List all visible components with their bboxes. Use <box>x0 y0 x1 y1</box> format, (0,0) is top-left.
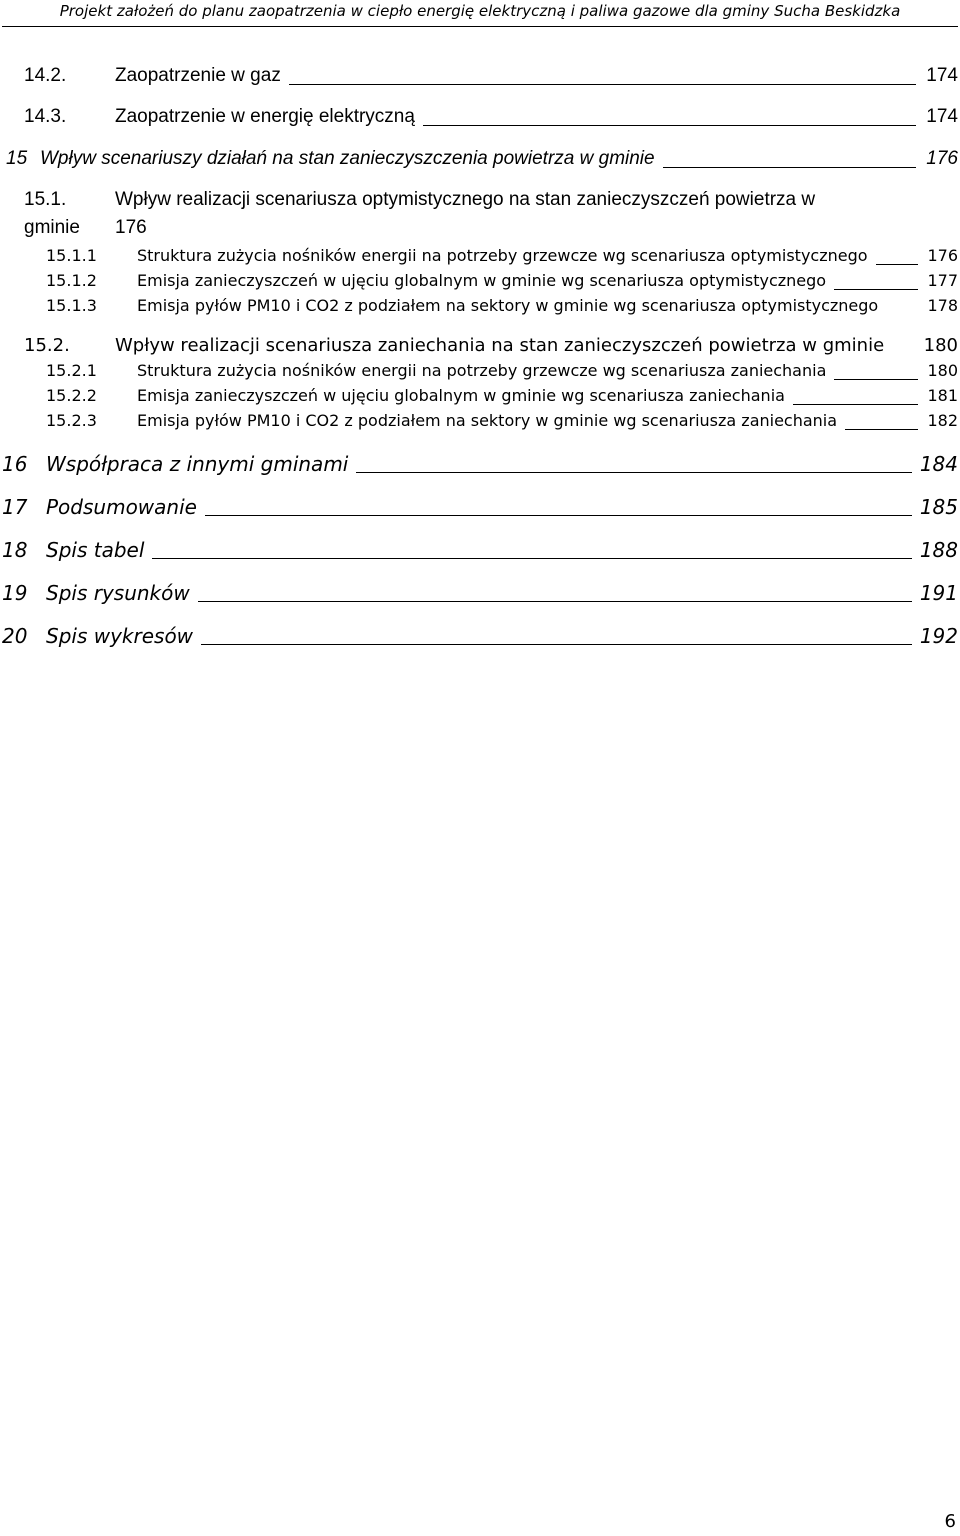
toc-leader <box>356 472 912 473</box>
toc-entry-17[interactable] <box>0 494 960 520</box>
toc-number: 15.2. <box>24 335 70 356</box>
toc-entry-16[interactable] <box>0 451 960 477</box>
page-number: 6 <box>944 1511 956 1532</box>
toc-page: 185 <box>919 495 958 519</box>
toc-leader <box>198 601 912 602</box>
toc-page: 174 <box>926 106 958 127</box>
toc-page: 178 <box>927 296 958 315</box>
toc-entry-15-2[interactable] <box>0 333 960 359</box>
toc-number: 17 <box>2 495 28 519</box>
toc-title: Emisja zanieczyszczeń w ujęciu globalnym w gminie wg scenariusza optymistycznego <box>137 271 827 290</box>
toc-leader <box>845 429 918 430</box>
toc-entry-15-2-3[interactable] <box>0 408 960 434</box>
toc-entry-15-1[interactable] <box>0 187 960 213</box>
toc-title-continued: gminie <box>24 217 80 238</box>
toc-page: 176 <box>926 148 958 169</box>
toc-page: 174 <box>926 65 958 86</box>
toc-leader <box>834 289 918 290</box>
toc-page: 184 <box>919 452 958 476</box>
toc-leader <box>834 379 918 380</box>
toc-leader <box>205 515 912 516</box>
toc-page: 191 <box>919 581 958 605</box>
toc-number: 19 <box>2 581 28 605</box>
toc-leader <box>876 264 918 265</box>
toc-entry-15-2-1[interactable] <box>0 358 960 384</box>
toc-number: 15.1. <box>24 189 67 210</box>
toc-leader <box>152 558 912 559</box>
toc-entry-14-3[interactable] <box>0 104 960 130</box>
toc-number: 15.2.3 <box>46 411 97 430</box>
toc-title: Spis rysunków <box>46 581 190 605</box>
toc-title: Wpływ realizacji scenariusza optymistycznego na stan zanieczyszczeń powietrza w <box>115 189 816 210</box>
toc-title: Emisja zanieczyszczeń w ujęciu globalnym w gminie wg scenariusza zaniechania <box>137 386 785 405</box>
toc-page: 182 <box>927 411 958 430</box>
toc-title: Spis wykresów <box>46 624 194 648</box>
toc-title: Struktura zużycia nośników energii na potrzeby grzewcze wg scenariusza optymistycznego <box>137 246 868 265</box>
toc-number: 14.3. <box>24 106 67 127</box>
toc-title: Podsumowanie <box>46 495 197 519</box>
toc-number: 15.1.3 <box>46 296 97 315</box>
toc-leader <box>663 167 916 168</box>
toc-number: 15 <box>6 148 28 169</box>
toc-leader <box>201 644 912 645</box>
toc-title: Wpływ realizacji scenariusza zaniechania na stan zanieczyszczeń powietrza w gminie <box>115 335 885 356</box>
toc-entry-15-1-continued[interactable] <box>0 215 960 241</box>
toc-number: 15.1.2 <box>46 271 97 290</box>
toc-number: 15.2.2 <box>46 386 97 405</box>
toc-entry-15-1-3[interactable] <box>0 293 960 319</box>
toc-entry-15-1-1[interactable] <box>0 243 960 269</box>
toc-number: 16 <box>2 452 28 476</box>
toc-page: 177 <box>927 271 958 290</box>
toc-entry-20[interactable] <box>0 623 960 649</box>
toc-page: 180 <box>923 335 958 356</box>
toc-title: Zaopatrzenie w energię elektryczną <box>115 106 415 127</box>
toc-page: 176 <box>927 246 958 265</box>
toc-title: Emisja pyłów PM10 i CO2 z podziałem na sektory w gminie wg scenariusza optymistycznego <box>137 296 879 315</box>
toc-page: 181 <box>927 386 958 405</box>
toc-page: 180 <box>927 361 958 380</box>
toc-entry-18[interactable] <box>0 537 960 563</box>
toc-entry-15[interactable] <box>0 146 960 172</box>
toc-leader <box>793 404 918 405</box>
toc-entry-15-1-2[interactable] <box>0 268 960 294</box>
toc-entry-14-2[interactable] <box>0 63 960 89</box>
toc-title: Spis tabel <box>46 538 145 562</box>
toc-leader <box>289 84 916 85</box>
toc-number: 20 <box>2 624 28 648</box>
toc-leader <box>423 125 916 126</box>
toc-title: Wpływ scenariuszy działań na stan zanieczyszczenia powietrza w gminie <box>40 148 655 169</box>
toc-number: 15.2.1 <box>46 361 97 380</box>
toc-title: Emisja pyłów PM10 i CO2 z podziałem na sektory w gminie wg scenariusza zaniechania <box>137 411 838 430</box>
toc-title: Zaopatrzenie w gaz <box>115 65 281 86</box>
toc-title: Współpraca z innymi gminami <box>46 452 349 476</box>
page-header: Projekt założeń do planu zaopatrzenia w ciepło energię elektryczną i paliwa gazowe dla gminy Sucha Beskidzka <box>2 2 958 27</box>
toc-entry-19[interactable] <box>0 580 960 606</box>
toc-page: 176 <box>115 217 147 238</box>
toc-number: 18 <box>2 538 28 562</box>
toc-number: 14.2. <box>24 65 67 86</box>
toc-title: Struktura zużycia nośników energii na potrzeby grzewcze wg scenariusza zaniechania <box>137 361 827 380</box>
toc-entry-15-2-2[interactable] <box>0 383 960 409</box>
toc-number: 15.1.1 <box>46 246 97 265</box>
toc-page: 192 <box>919 624 958 648</box>
toc-page: 188 <box>919 538 958 562</box>
